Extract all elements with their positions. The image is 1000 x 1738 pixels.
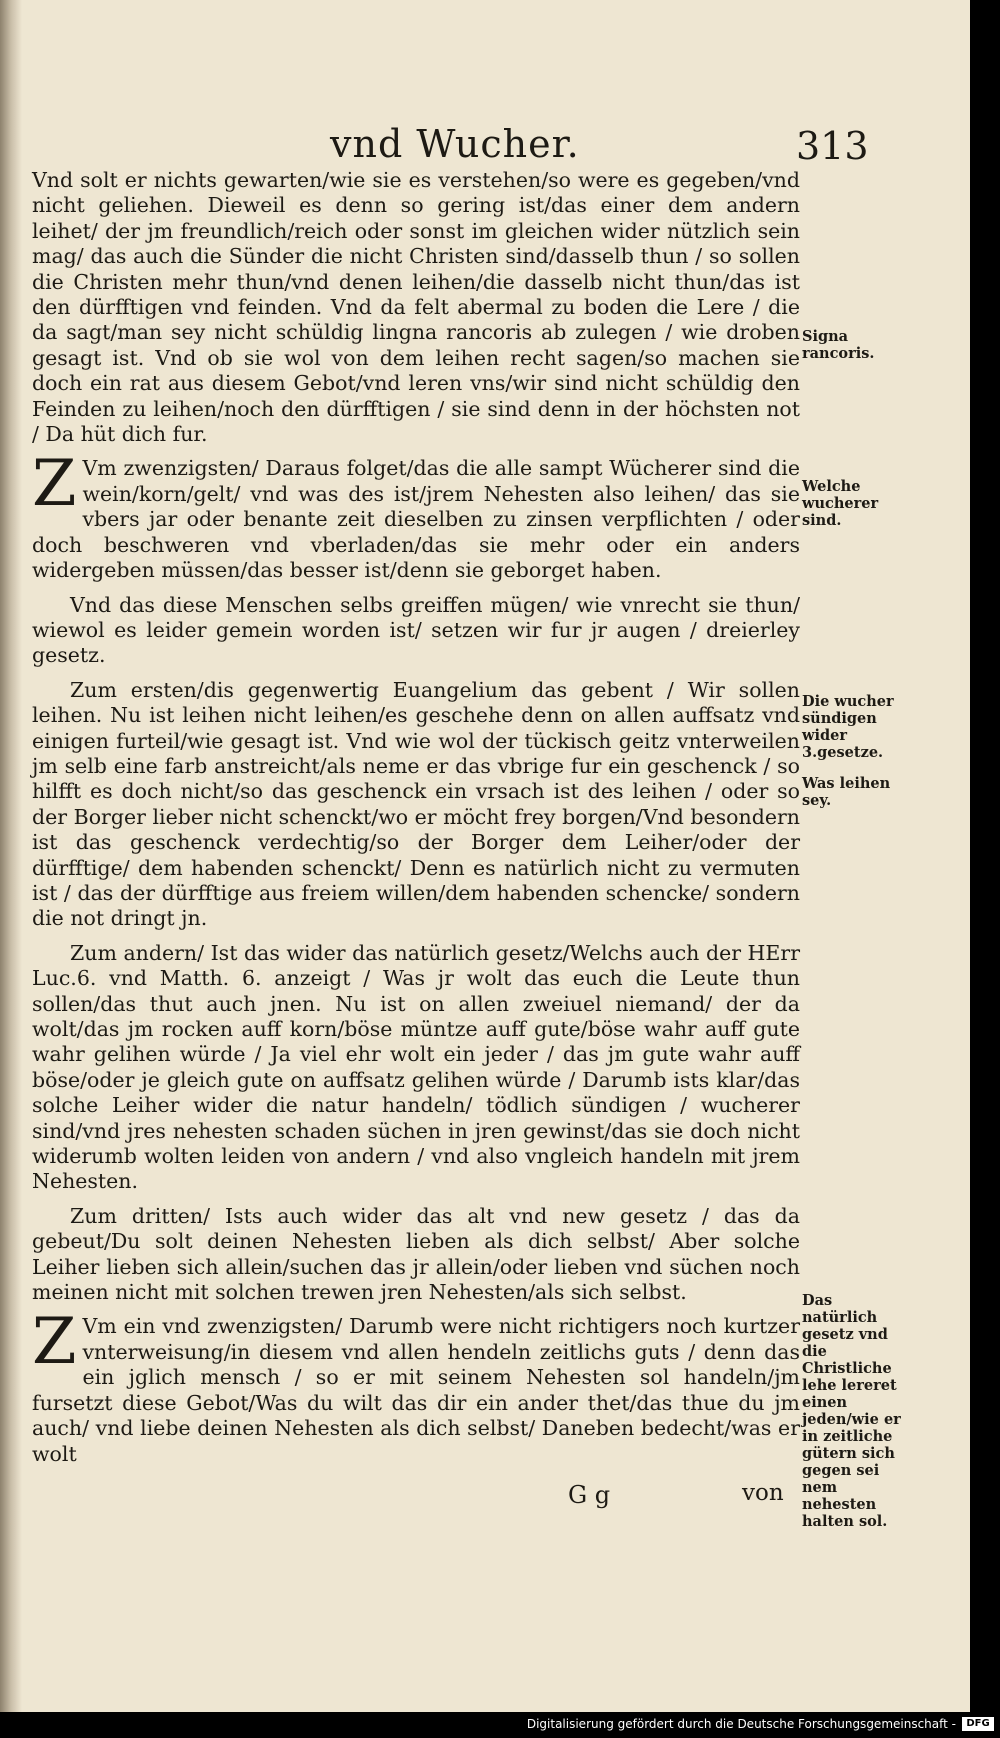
page-number: 313: [796, 124, 869, 168]
paragraph-3: Vnd das diese Menschen selbs greiffen mügen/ wie vnrecht sie thun/ wiewol es leider gemein worden ist/ setzen wir fur jr augen / dreierley gesetz.: [32, 592, 800, 668]
drop-cap: Z: [32, 1305, 77, 1380]
margin-note: Welche wucherer sind.: [802, 478, 879, 529]
margin-note: Was leihen sey.: [802, 775, 891, 809]
main-text: [32, 168, 800, 1476]
margin-note: Das natürlich gesetz vnd die Christliche lehe lereret einen jeden/wie er in zeitliche gütern sich gegen sei nem nehesten halten sol.: [802, 1292, 901, 1530]
paragraph-7-text: Vm ein vnd zwenzigsten/ Darumb were nicht richtigers noch kurtzer vnterweisung/in diesem vnd allen hendeln zeitlichs guts / denn das ein jglich mensch / so er mit seinem Nehesten sol handeln/jm fursetzt diese Gebot/Was du wilt das dir ein ander thet/das thue du jm auch/ vnd liebe deinen Nehesten als dich selbst/ Daneben bedecht/was er wolt: [32, 1314, 800, 1466]
paragraph-2-text: Vm zwenzigsten/ Daraus folget/das die alle sampt Wücherer sind die wein/korn/gelt/ vnd was des ist/jrem Nehesten also leihen/ das sie vbers jar oder benante zeit dieselben zu zinsen verpflichten / oder doch beschweren vnd vberladen/das sie mehr oder ein anders widergeben müssen/das besser ist/denn sie geborget haben.: [32, 456, 800, 583]
margin-note: Signa rancoris.: [802, 328, 875, 362]
paragraph-4: Zum ersten/dis gegenwertig Euangelium das gebent / Wir sollen leihen. Nu ist leihen nicht leihen/es geschehe denn on allen auffsatz vnd einigen furteil/wie gesagt ist. Vnd wie wol der tückisch geitz vnterweilen jm selb eine farb anstreicht/als neme er das vbrige fur ein geschenck / so hilfft es doch nicht/so das geschenck ein vrsach ist des leihen / oder so der Borger lieber nicht schenckt/wo er möcht frey borgen/Vnd besondern ist das geschenck verdechtig/so der Borger dem Leiher/oder der dürfftige/ dem habenden schenckt/ Denn es natürlich nicht zu vermuten ist / das der dürfftige aus freiem willen/dem habenden schencke/ sondern die not dringt jn.: [32, 677, 800, 931]
drop-cap: Z: [32, 447, 77, 522]
paragraph-6: Zum dritten/ Ists auch wider das alt vnd new gesetz / das da gebeut/Du solt deinen Nehesten lieben als dich selbst/ Aber solche Leiher lieben sich allein/suchen das jr allein/oder lieben vnd süchen noch meinen nicht mit solchen trewen jren Nehesten/als sich selbst.: [32, 1203, 800, 1305]
margin-note: Die wucher sündigen wider 3.gesetze.: [802, 693, 894, 761]
paragraph-2: [32, 447, 800, 583]
catchword: von: [742, 1480, 784, 1506]
footer-credit: Digitalisierung gefördert durch die Deutsche Forschungsgemeinschaft -: [526, 1717, 956, 1731]
signature-mark: G g: [568, 1481, 611, 1509]
paragraph-7: [32, 1305, 800, 1466]
running-title: vnd Wucher.: [330, 122, 580, 166]
digitization-footer: [0, 1712, 1000, 1738]
paragraph-5: Zum andern/ Ist das wider das natürlich gesetz/Welchs auch der HErr Luc.6. vnd Matth. 6. anzeigt / Was jr wolt das euch die Leute thun sollen/das thut auch jnen. Nu ist on allen zweiuel niemand/ der da wolt/das jm rocken auff korn/böse müntze auff gute/böse wahr auff gute wahr gelihen würde / Ja viel ehr wolt ein jeder / das jm gute wahr auff böse/oder je gleich gute on auffsatz gelihen würde / Darumb ists klar/das solche Leiher wider die natur handeln/ tödlich sündigen / wucherer sind/vnd jres nehesten schaden süchen in jren gewinst/das sie doch nicht widerumb wolten leiden von andern / vnd also vngleich handeln mit jrem Nehesten.: [32, 940, 800, 1194]
dfg-logo: DFG: [962, 1717, 994, 1731]
paragraph-1: Vnd solt er nichts gewarten/wie sie es verstehen/so were es gegeben/vnd nicht geliehen. Dieweil es denn so gering ist/das einer dem andern leihet/ der jm freundlich/reich oder sonst im gleichen wider nützlich sein mag/ das auch die Sünder die nicht Christen sind/dasselb thun / so sollen die Christen mehr thun/vnd denen leihen/die dasselb nicht thun/das ist den dürfftigen vnd feinden. Vnd da felt abermal zu boden die Lere / die da sagt/man sey nicht schüldig lingna rancoris ab zulegen / wie droben gesagt ist. Vnd ob sie wol von dem leihen recht sagen/so machen sie doch ein rat aus diesem Gebot/vnd leren vns/wir sind nicht schüldig den Feinden zu leihen/noch den dürfftigen / sie sind denn in der höchsten not / Da hüt dich fur.: [32, 168, 800, 447]
